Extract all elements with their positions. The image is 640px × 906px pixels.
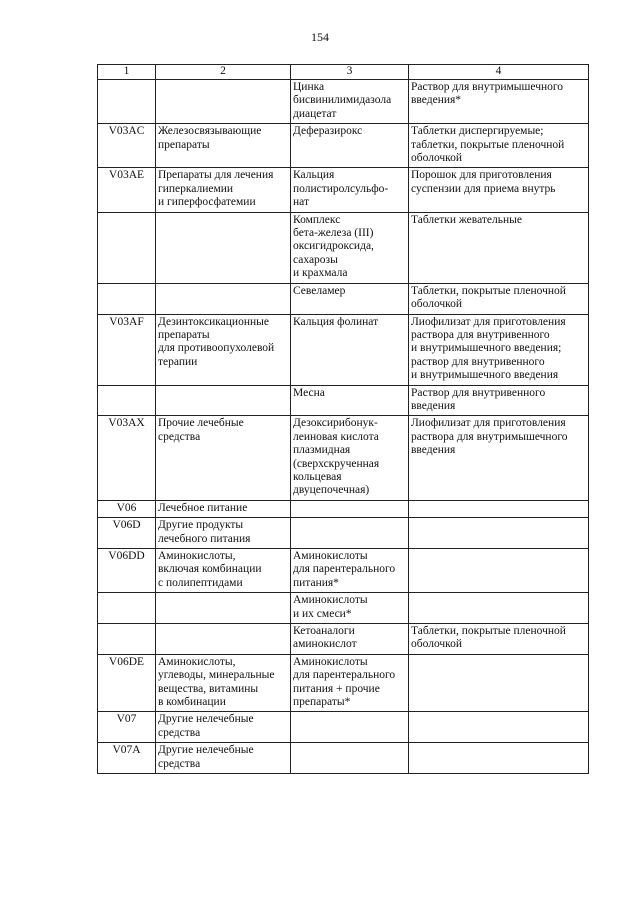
table-row	[98, 385, 589, 416]
table-row	[98, 500, 589, 517]
atc-code-cell	[98, 593, 156, 624]
cell-text-line: бета-железа (III)	[293, 227, 374, 240]
cell-text-line: Препараты для лечения	[158, 169, 274, 182]
cell-text-line: для парентерального	[293, 669, 396, 682]
cell-text-line: Прочие лечебные	[158, 417, 244, 430]
pharmacological-group-cell	[156, 168, 291, 212]
cell-text-line: и внутримышечного введения	[411, 369, 559, 382]
cell-text-line: Другие нелечебные	[158, 713, 254, 726]
atc-code-cell: V07	[98, 712, 156, 743]
pharmacological-group-cell	[156, 624, 291, 655]
cell-text-line: и их смеси*	[293, 607, 352, 620]
cell-text-line: терапии	[158, 355, 198, 368]
table-row	[98, 212, 589, 283]
dosage-form-cell	[409, 743, 589, 774]
cell-text-line: препараты	[158, 138, 210, 151]
cell-text-line: суспензии для приема внутрь	[411, 182, 556, 195]
cell-text-line: нат	[293, 196, 309, 209]
cell-text-line: Аминокислоты	[293, 594, 368, 607]
pharmacological-group-cell	[156, 593, 291, 624]
cell-text-line: введения	[411, 444, 456, 457]
cell-text-line: вещества, витамины	[158, 682, 259, 695]
table-row	[98, 624, 589, 655]
pharmacological-group-cell	[156, 743, 291, 774]
column-header-3: 3	[291, 65, 409, 80]
table-row	[98, 654, 589, 712]
table-row	[98, 416, 589, 500]
drug-name-cell	[291, 283, 409, 314]
cell-text-line: кольцевая	[293, 470, 342, 483]
pharmacological-group-cell	[156, 654, 291, 712]
pharmacological-group-cell	[156, 549, 291, 593]
cell-text-line: Другие нелечебные	[158, 744, 254, 757]
column-header-2: 2	[156, 65, 291, 80]
cell-text-line: плазмидная	[293, 444, 351, 457]
cell-text-line: оксигидроксида,	[293, 240, 374, 253]
cell-text-line: оболочкой	[411, 298, 463, 311]
drug-name-cell	[291, 743, 409, 774]
table-row	[98, 314, 589, 385]
drug-name-cell	[291, 654, 409, 712]
cell-text-line: и внутримышечного введения;	[411, 342, 562, 355]
cell-text-line: раствора для внутримышечного	[411, 430, 568, 443]
cell-text-line: Раствор для внутривенного	[411, 386, 546, 399]
page-number: 154	[311, 30, 329, 44]
pharmacological-group-cell	[156, 124, 291, 168]
atc-code-cell: V06	[98, 500, 156, 517]
cell-text-line: полистиролсульфо-	[293, 182, 389, 195]
cell-text-line: Другие продукты	[158, 519, 244, 532]
cell-text-line: гиперкалиемии	[158, 182, 234, 195]
cell-text-line: Кальция	[293, 169, 335, 182]
drug-name-cell	[291, 80, 409, 124]
dosage-form-cell	[409, 124, 589, 168]
cell-text-line: Дезоксирибонук-	[293, 417, 378, 430]
drug-name-cell	[291, 518, 409, 549]
cell-text-line: Раствор для внутримышечного	[411, 81, 564, 93]
cell-text-line: аминокислот	[293, 638, 357, 651]
cell-text-line: Деферазирокс	[293, 125, 363, 138]
cell-text-line: Аминокислоты	[293, 655, 368, 668]
column-header-4: 4	[409, 65, 589, 80]
dosage-form-cell	[409, 549, 589, 593]
dosage-form-cell	[409, 712, 589, 743]
column-header-1: 1	[98, 65, 156, 80]
cell-text-line: Лиофилизат для приготовления	[411, 315, 566, 328]
table-row	[98, 80, 589, 124]
drug-name-cell	[291, 168, 409, 212]
cell-text-line: оболочкой	[411, 152, 463, 165]
atc-code-cell: V06DD	[98, 549, 156, 593]
pharmacological-group-cell	[156, 385, 291, 416]
pharmacological-group-cell	[156, 416, 291, 500]
pharmacological-group-cell	[156, 80, 291, 124]
pharmacological-group-cell	[156, 500, 291, 517]
pharmacological-group-cell	[156, 518, 291, 549]
atc-code-cell: V03AF	[98, 314, 156, 385]
atc-code-cell: V07A	[98, 743, 156, 774]
cell-text-line: двуцепочечная)	[293, 484, 370, 497]
table-body	[98, 80, 589, 774]
dosage-form-cell	[409, 500, 589, 517]
cell-text-line: Порошок для приготовления	[411, 169, 552, 182]
cell-text-line: Цинка	[293, 81, 325, 93]
dosage-form-cell	[409, 654, 589, 712]
cell-text-line: Таблетки, покрытые пленочной	[411, 284, 566, 297]
table-row	[98, 593, 589, 624]
cell-text-line: Лиофилизат для приготовления	[411, 417, 566, 430]
atc-code-cell: V06D	[98, 518, 156, 549]
cell-text-line: средства	[158, 726, 201, 739]
cell-text-line: оболочкой	[411, 638, 463, 651]
atc-code-cell	[98, 624, 156, 655]
table-row	[98, 743, 589, 774]
drug-name-cell	[291, 500, 409, 517]
table-row	[98, 168, 589, 212]
dosage-form-cell	[409, 624, 589, 655]
cell-text-line: средства	[158, 757, 201, 770]
cell-text-line: Железосвязывающие	[158, 125, 262, 138]
cell-text-line: Аминокислоты	[293, 550, 368, 562]
table-header-row	[98, 65, 589, 80]
atc-code-cell	[98, 283, 156, 314]
drug-name-cell	[291, 593, 409, 624]
table-row	[98, 518, 589, 549]
drug-name-cell	[291, 712, 409, 743]
atc-code-cell	[98, 80, 156, 124]
dosage-form-cell	[409, 168, 589, 212]
cell-text-line: лечебного питания	[158, 532, 251, 545]
cell-text-line: таблетки, покрытые пленочной	[411, 138, 565, 151]
pharmacological-group-cell	[156, 712, 291, 743]
cell-text-line: и гиперфосфатемии	[158, 196, 256, 209]
atc-code-cell: V06DE	[98, 654, 156, 712]
dosage-form-cell	[409, 80, 589, 124]
cell-text-line: введения*	[411, 94, 462, 107]
cell-text-line: препараты	[158, 328, 210, 341]
cell-text-line: Севеламер	[293, 284, 346, 297]
cell-text-line: введения	[411, 399, 456, 412]
drug-classification-table	[97, 64, 589, 774]
table-row	[98, 124, 589, 168]
drug-name-cell	[291, 314, 409, 385]
cell-text-line: диацетат	[293, 107, 337, 120]
atc-code-cell: V03AE	[98, 168, 156, 212]
pharmacological-group-cell	[156, 212, 291, 283]
drug-name-cell	[291, 416, 409, 500]
pharmacological-group-cell	[156, 283, 291, 314]
dosage-form-cell	[409, 385, 589, 416]
pharmacological-group-cell	[156, 314, 291, 385]
drug-name-cell	[291, 212, 409, 283]
cell-text-line: сахарозы	[293, 253, 338, 266]
cell-text-line: для противоопухолевой	[158, 342, 275, 355]
cell-text-line: включая комбинации	[158, 563, 262, 576]
cell-text-line: Таблетки жевательные	[411, 213, 522, 226]
atc-code-cell	[98, 385, 156, 416]
dosage-form-cell	[409, 416, 589, 500]
dosage-form-cell	[409, 212, 589, 283]
dosage-form-cell	[409, 283, 589, 314]
table-row	[98, 549, 589, 593]
cell-text-line: бисвинилимидазола	[293, 94, 392, 107]
drug-name-cell	[291, 549, 409, 593]
cell-text-line: средства	[158, 430, 201, 443]
cell-text-line: питания + прочие	[293, 682, 380, 695]
cell-text-line: раствора для внутривенного	[411, 328, 550, 341]
cell-text-line: Кальция фолинат	[293, 315, 379, 328]
dosage-form-cell	[409, 593, 589, 624]
cell-text-line: и крахмала	[293, 267, 348, 280]
atc-code-cell: V03AX	[98, 416, 156, 500]
table-row	[98, 283, 589, 314]
dosage-form-cell	[409, 314, 589, 385]
drug-name-cell	[291, 124, 409, 168]
cell-text-line: препараты*	[293, 696, 351, 709]
cell-text-line: Дезинтоксикационные	[158, 315, 269, 328]
cell-text-line: для парентерального	[293, 563, 396, 576]
cell-text-line: с полипептидами	[158, 576, 243, 589]
cell-text-line: (сверхскрученная	[293, 457, 380, 470]
cell-text-line: питания*	[293, 576, 339, 589]
atc-code-cell: V03AC	[98, 124, 156, 168]
cell-text-line: углеводы, минеральные	[158, 669, 275, 682]
cell-text-line: леиновая кислота	[293, 430, 379, 443]
table-row	[98, 712, 589, 743]
cell-text-line: Комплекс	[293, 213, 341, 226]
cell-text-line: Кетоаналоги	[293, 625, 355, 638]
drug-name-cell	[291, 624, 409, 655]
cell-text-line: Лечебное питание	[158, 501, 248, 514]
cell-text-line: Таблетки, покрытые пленочной	[411, 625, 566, 638]
dosage-form-cell	[409, 518, 589, 549]
drug-name-cell	[291, 385, 409, 416]
atc-code-cell	[98, 212, 156, 283]
cell-text-line: Аминокислоты,	[158, 550, 236, 562]
cell-text-line: Таблетки диспергируемые;	[411, 125, 544, 138]
cell-text-line: Месна	[293, 386, 325, 399]
cell-text-line: раствор для внутривенного	[411, 355, 545, 368]
cell-text-line: Аминокислоты,	[158, 655, 236, 668]
cell-text-line: в комбинации	[158, 696, 226, 709]
